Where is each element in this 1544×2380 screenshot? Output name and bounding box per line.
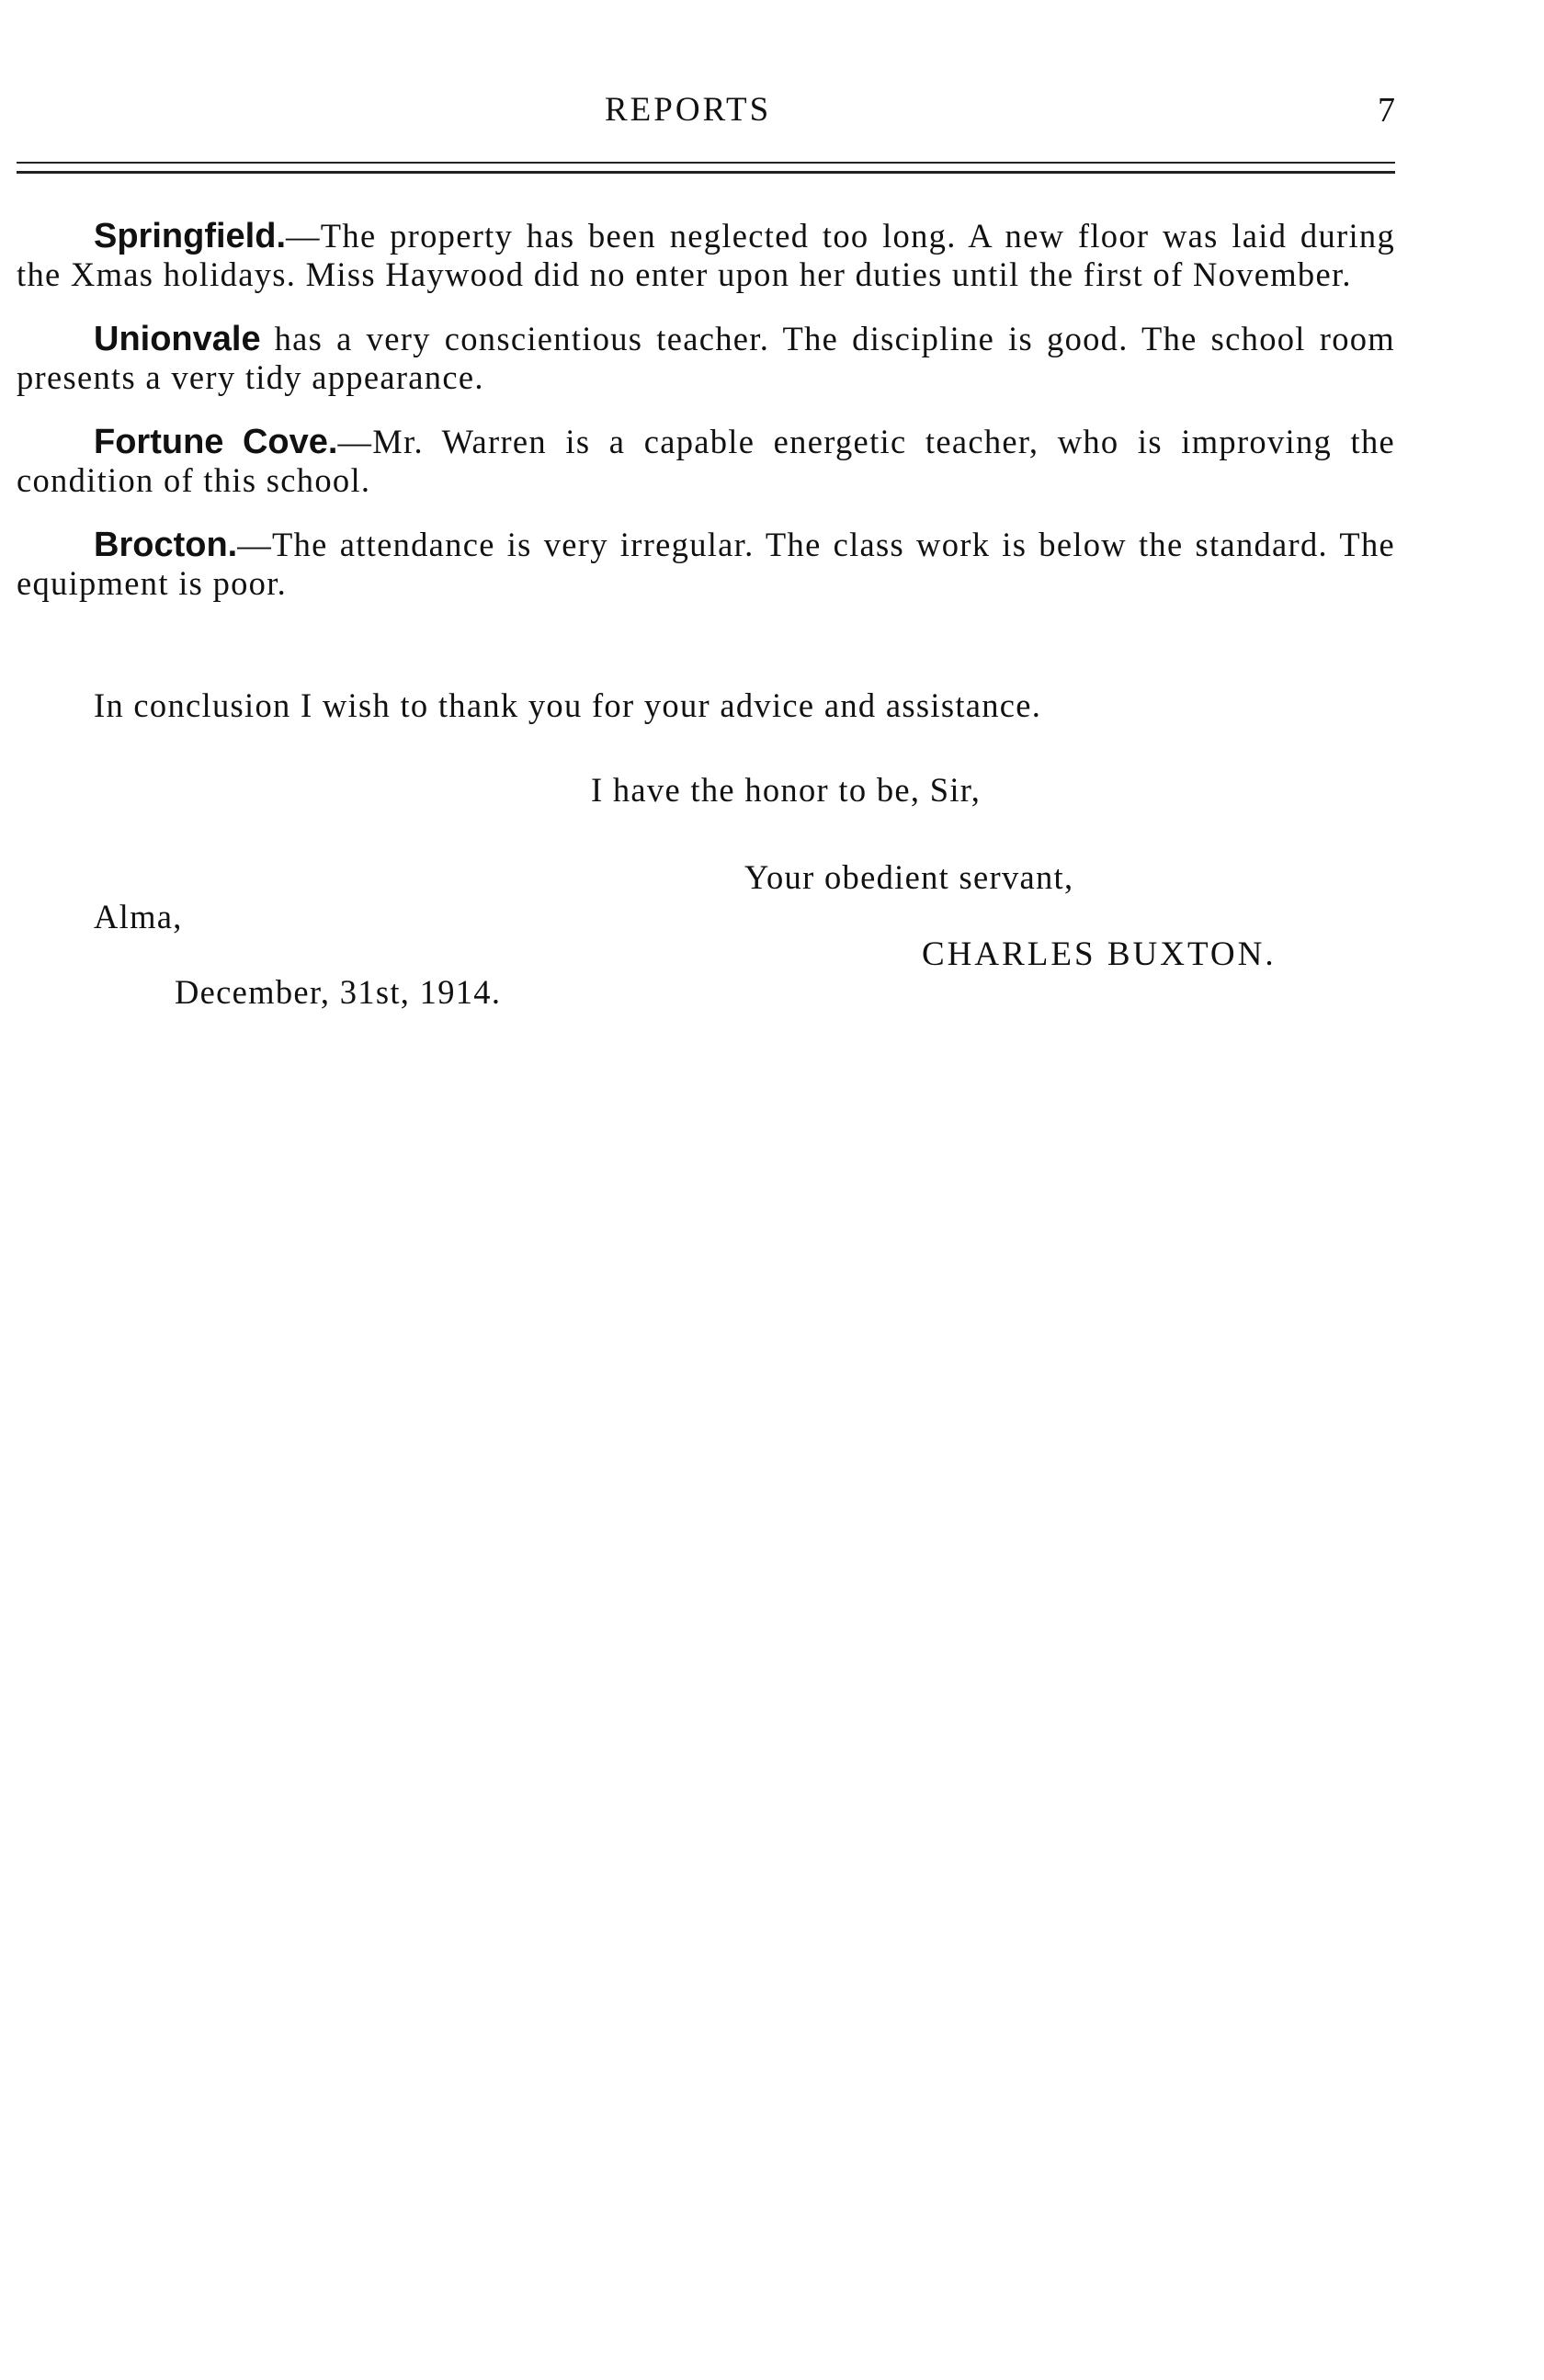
letter-close-honor: I have the honor to be, Sir, <box>591 771 982 809</box>
closing-paragraph: In conclusion I wish to thank you for your advice and assistance. <box>94 686 1042 724</box>
school-report-text: —The property has been neglected too long. A new floor was laid during the Xmas holidays. Miss Haywood did no enter upon her duties until the first of November. <box>17 217 1395 293</box>
school-report-unionvale <box>17 320 1395 396</box>
school-report-fortune-cove <box>17 423 1395 499</box>
header-rule-thick <box>17 171 1395 174</box>
school-report-text: —The attendance is very irregular. The class work is below the standard. The equipment is poor. <box>17 526 1395 602</box>
school-name: Unionvale <box>94 320 261 358</box>
school-report-text: has a very conscientious teacher. The discipline is good. The school room presents a very tidy appearance. <box>17 320 1395 396</box>
place-line: Alma, <box>94 898 183 935</box>
school-report-text: —Mr. Warren is a capable energetic teacher, who is improving the condition of this school. <box>17 423 1395 499</box>
school-name: Springfield. <box>94 217 286 255</box>
school-name: Brocton. <box>94 526 238 564</box>
school-report-springfield <box>17 217 1395 293</box>
letter-close-servant: Your obedient servant, <box>744 858 1074 896</box>
header-rule-thin <box>17 162 1395 164</box>
page-header <box>17 90 1395 136</box>
school-report-brocton <box>17 526 1395 602</box>
date-line: December, 31st, 1914. <box>175 973 502 1011</box>
signature-name: CHARLES BUXTON. <box>922 935 1277 973</box>
report-body <box>17 217 1395 629</box>
school-name: Fortune Cove. <box>94 423 338 461</box>
running-title: REPORTS <box>605 91 772 129</box>
page-number: 7 <box>1378 91 1395 130</box>
